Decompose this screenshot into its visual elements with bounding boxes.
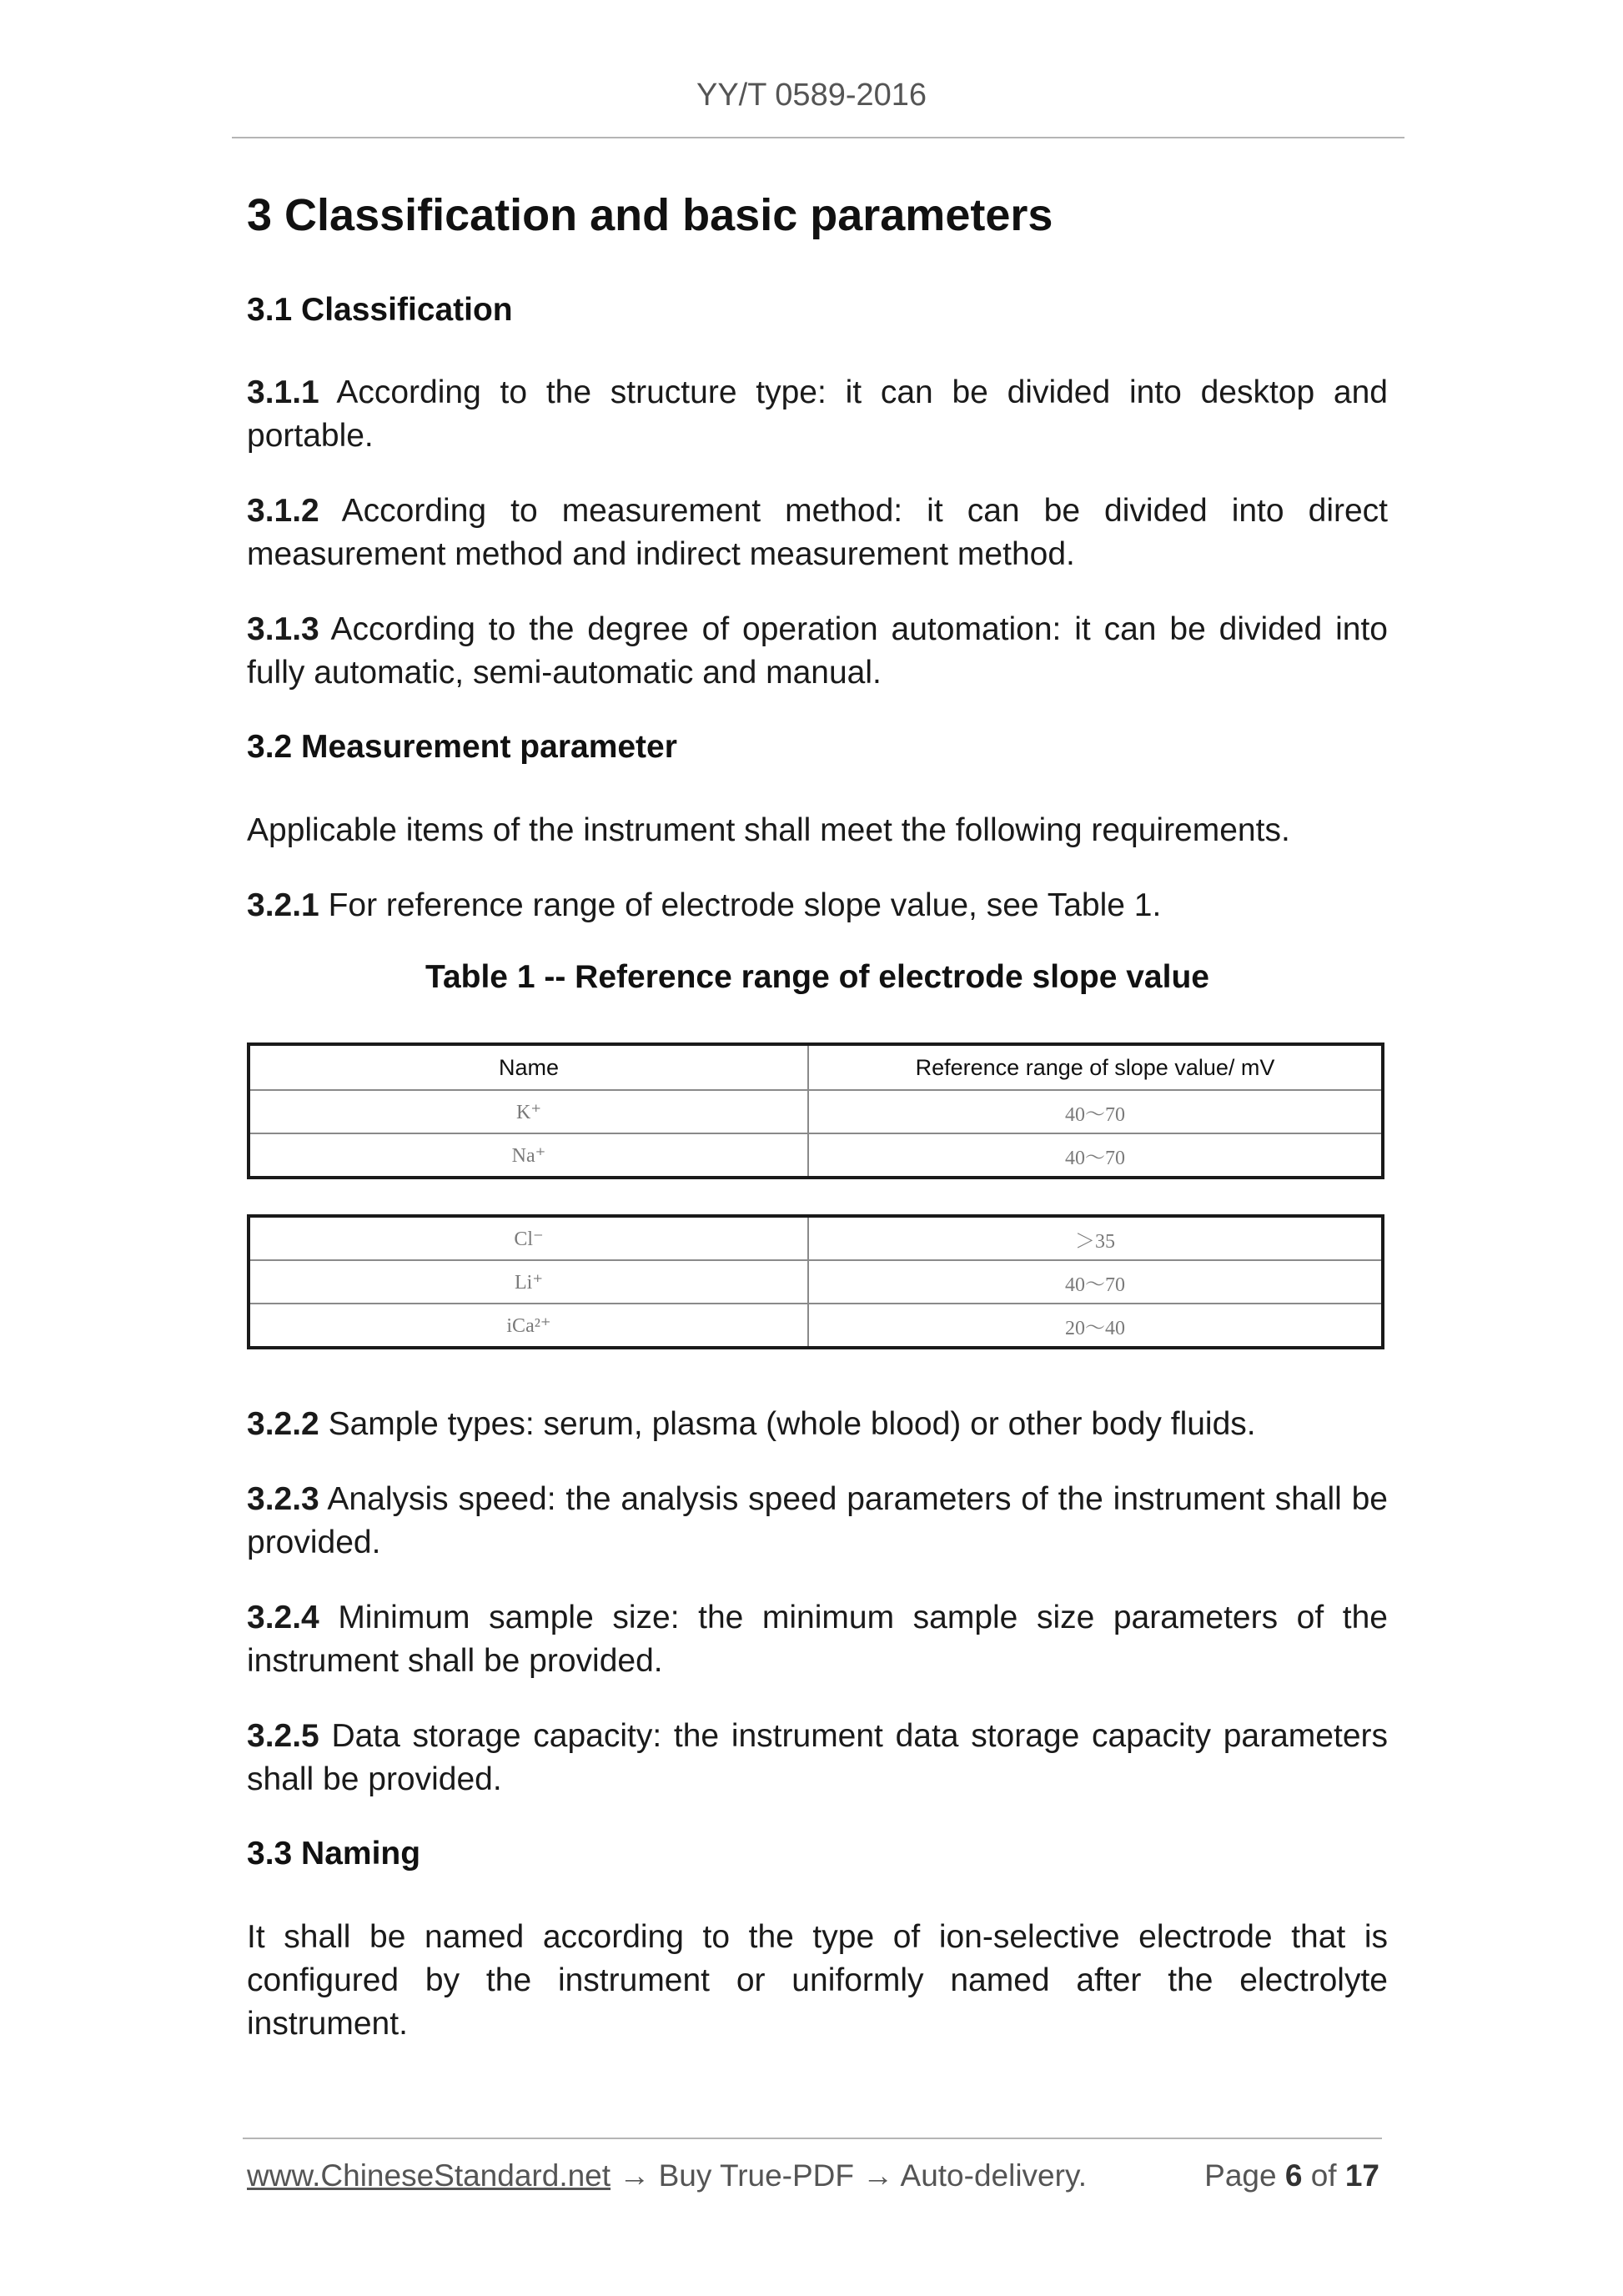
table-row [249,1216,1383,1260]
range-value-cell: 20～40 [808,1304,1383,1348]
clause-text: Minimum sample size: the minimum sample size parameters of the instrument shall be provided. [247,1600,1388,1680]
ion-name-cell: K⁺ [249,1090,808,1133]
subsection-title-3-3: 3.3 Naming [247,1836,421,1872]
table-row [249,1133,1383,1178]
page-total: 17 [1344,2158,1379,2193]
paragraph-3-2-5 [247,1715,1388,1801]
table-row [249,1304,1383,1348]
subsection-title-3-2: 3.2 Measurement parameter [247,729,677,766]
paragraph-3-2-2 [247,1403,1388,1446]
clause-number: 3.2.5 [247,1718,319,1755]
paragraph-3-3: It shall be named according to the type of ion-selective electrode that is configured by the instrument or uniformly named after the electrolyte instrument. [247,1918,1388,2042]
clause-number: 3.1.1 [247,374,319,411]
clause-text: According to measurement method: it can be divided into direct measurement method and indirect measurement method. [247,493,1388,573]
clause-number: 3.2.1 [247,887,319,924]
document-id-header: YY/T 0589-2016 [696,78,927,113]
website-link[interactable]: www.ChineseStandard.net [247,2158,611,2193]
of-label: of [1310,2158,1337,2193]
clause-text: For reference range of electrode slope value, see Table 1. [319,887,1162,924]
footer-promo-text: → Buy True-PDF → Auto-delivery. [611,2158,1087,2193]
section-heading: 3 Classification and basic parameters [247,190,1053,240]
range-value-cell: 40～70 [808,1090,1383,1133]
page-indicator [1204,2158,1379,2193]
header-cell-range: Reference range of slope value/ mV [808,1044,1383,1090]
header-cell-name: Name [249,1044,808,1090]
range-value-cell: 40～70 [808,1260,1383,1304]
page-footer [247,2158,1381,2193]
clause-number: 3.2.2 [247,1406,319,1443]
ion-name-cell: Na⁺ [249,1133,808,1178]
clause-text: Analysis speed: the analysis speed parameters of the instrument shall be provided. [247,1481,1388,1561]
paragraph-3-1-2 [247,490,1388,576]
range-value-cell: 40～70 [808,1133,1383,1178]
clause-number: 3.2.3 [247,1481,319,1518]
clause-text: Data storage capacity: the instrument data storage capacity parameters shall be provided. [247,1718,1388,1798]
paragraph-3-2-1 [247,884,1388,927]
page-label: Page [1204,2158,1277,2193]
slope-table-part-2 [247,1214,1384,1349]
table-break [247,1179,1388,1214]
clause-number: 3.1.2 [247,493,319,530]
slope-table-part-1 [247,1042,1384,1179]
paragraph-3-2-intro: Applicable items of the instrument shall meet the following requirements. [247,812,1290,849]
page-content [247,188,1388,2077]
table-caption: Table 1 -- Reference range of electrode slope value [425,959,1209,996]
ion-name-cell: Cl⁻ [249,1216,808,1260]
paragraph-3-2-3 [247,1478,1388,1565]
clause-text: According to the degree of operation automation: it can be divided into fully automatic, semi-automatic and manual. [247,611,1388,691]
table-header-row [249,1044,1383,1090]
ion-name-cell: Li⁺ [249,1260,808,1304]
paragraph-3-1-3 [247,608,1388,695]
clause-number: 3.2.4 [247,1600,319,1636]
header-divider [232,137,1404,138]
page-number: 6 [1284,2158,1303,2193]
table-row [249,1260,1383,1304]
ion-name-cell: iCa²⁺ [249,1304,808,1348]
paragraph-3-1-1 [247,371,1388,458]
footer-divider [243,2138,1382,2139]
clause-text: According to the structure type: it can be divided into desktop and portable. [247,374,1388,455]
paragraph-3-2-4 [247,1596,1388,1683]
clause-text: Sample types: serum, plasma (whole blood) or other body fluids. [319,1406,1256,1443]
clause-number: 3.1.3 [247,611,319,648]
subsection-title-3-1: 3.1 Classification [247,291,513,328]
range-value-cell: ＞35 [808,1216,1383,1260]
table-row [249,1090,1383,1133]
spacer [247,1349,1388,1403]
